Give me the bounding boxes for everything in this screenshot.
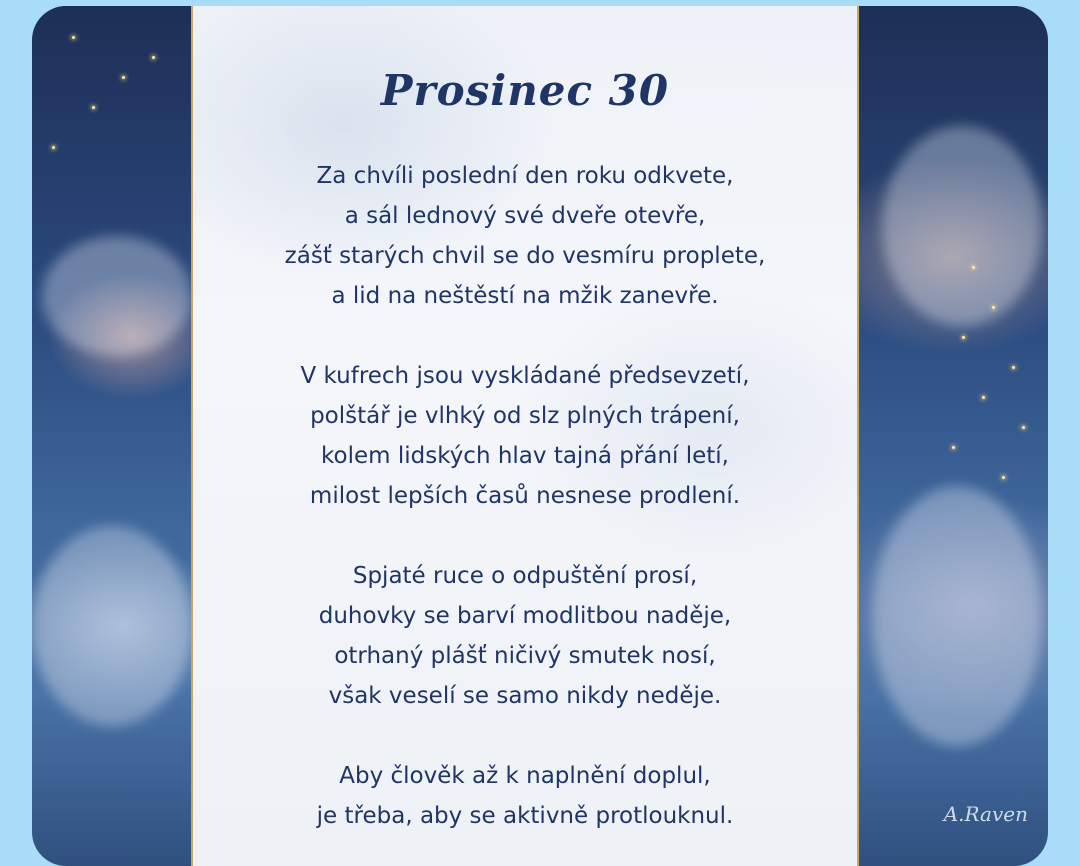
cloud-decoration — [32, 526, 192, 726]
cloud-decoration — [42, 236, 192, 356]
poem-line: polštář je vlhký od slz plných trápení, — [310, 403, 740, 429]
stanza — [193, 556, 857, 716]
star-decoration — [962, 336, 965, 339]
poem-line: a sál lednový své dveře otevře, — [344, 203, 706, 229]
star-decoration — [52, 146, 55, 149]
poem-panel — [191, 6, 859, 866]
poem-line: však veselí se samo nikdy neděje. — [328, 683, 722, 709]
stanza — [193, 356, 857, 516]
poem-card — [32, 6, 1048, 866]
poem-line: milost lepších časů nesnese prodlení. — [309, 483, 741, 509]
star-decoration — [952, 446, 955, 449]
cloud-decoration — [872, 486, 1042, 746]
poem-line: Za chvíli poslední den roku odkvete, — [316, 163, 734, 189]
poem-line: je třeba, aby se aktivně protlouknul. — [316, 803, 734, 829]
star-decoration — [982, 396, 985, 399]
star-decoration — [152, 56, 155, 59]
star-decoration — [972, 266, 975, 269]
poem-line: Spjaté ruce o odpuštění prosí, — [352, 563, 698, 589]
poem-line: V kufrech jsou vyskládané předsevzetí, — [300, 363, 750, 389]
star-decoration — [992, 306, 995, 309]
star-decoration — [1002, 476, 1005, 479]
poem-line: otrhaný plášť ničivý smutek nosí, — [334, 643, 716, 669]
poem-body — [193, 156, 857, 866]
star-decoration — [72, 36, 75, 39]
star-decoration — [1012, 366, 1015, 369]
poem-line: zášť starých chvil se do vesmíru proplete, — [284, 243, 766, 269]
poem-line: Aby člověk až k naplnění doplul, — [339, 763, 711, 789]
star-decoration — [92, 106, 95, 109]
stanza — [193, 156, 857, 316]
poem-line: kolem lidských hlav tajná přání letí, — [321, 443, 729, 469]
poem-line: duhovky se barví modlitbou naděje, — [318, 603, 732, 629]
poem-title: Prosinec 30 — [380, 66, 670, 115]
star-decoration — [1022, 426, 1025, 429]
poem-line: a lid na neštěstí na mžik zanevře. — [331, 283, 719, 309]
author-signature: A.Raven — [943, 802, 1028, 826]
stanza — [193, 756, 857, 836]
cloud-decoration — [882, 126, 1042, 326]
star-decoration — [122, 76, 125, 79]
